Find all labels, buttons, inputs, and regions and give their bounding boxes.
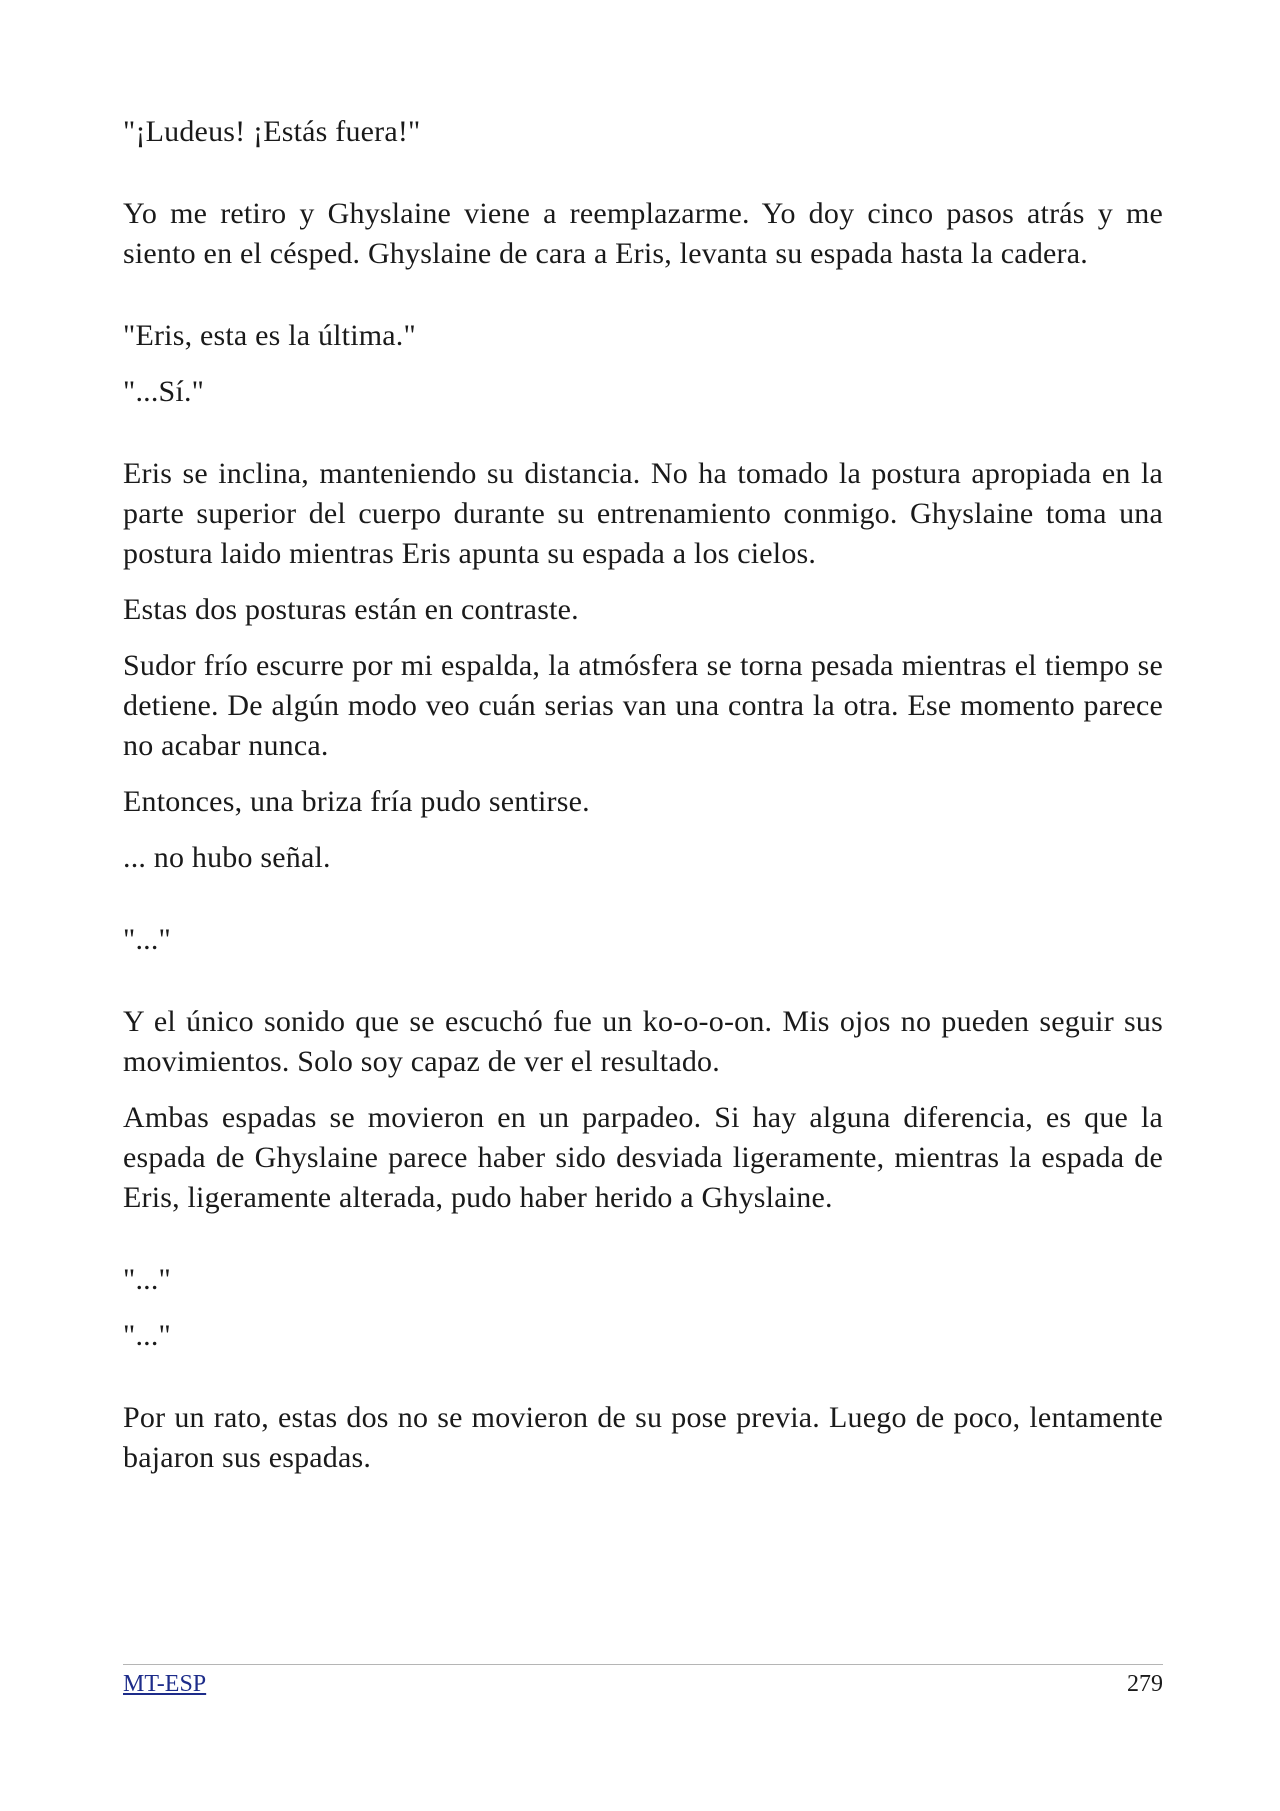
paragraph: "..." (123, 1263, 171, 1296)
paragraph: "¡Ludeus! ¡Estás fuera!" (123, 115, 421, 148)
paragraph: Y el único sonido que se escuchó fue un ko-o-o-on. Mis ojos no pueden seguir sus movimientos. Solo soy capaz de ver el resultado. (123, 1005, 1163, 1078)
paragraph: Sudor frío escurre por mi espalda, la atmósfera se torna pesada mientras el tiempo se detiene. De algún modo veo cuán serias van una contra la otra. Ese momento parece no acabar nunca. (123, 649, 1163, 762)
paragraph: "Eris, esta es la última." (123, 319, 416, 352)
paragraph: Entonces, una briza fría pudo sentirse. (123, 785, 590, 818)
paragraph: Por un rato, estas dos no se movieron de su pose previa. Luego de poco, lentamente bajaron sus espadas. (123, 1401, 1163, 1474)
paragraph: Eris se inclina, manteniendo su distancia. No ha tomado la postura apropiada en la parte superior del cuerpo durante su entrenamiento conmigo. Ghyslaine toma una postura laido mientras Eris apunta su espada a los cielos. (123, 457, 1163, 570)
paragraph: Yo me retiro y Ghyslaine viene a reemplazarme. Yo doy cinco pasos atrás y me siento en el césped. Ghyslaine de cara a Eris, levanta su espada hasta la cadera. (123, 197, 1163, 270)
page-footer (123, 1664, 1163, 1705)
footer-link[interactable]: MT-ESP (123, 1671, 207, 1697)
page-body (123, 112, 1163, 1478)
paragraph: "...Sí." (123, 375, 205, 408)
paragraph: Ambas espadas se movieron en un parpadeo. Si hay alguna diferencia, es que la espada de Ghyslaine parece haber sido desviada ligeramente, mientras la espada de Eris, ligeramente alterada, pudo haber herido a Ghyslaine. (123, 1101, 1163, 1214)
paragraph: ... no hubo señal. (123, 841, 331, 874)
page-number: 279 (1127, 1671, 1163, 1697)
paragraph: "..." (123, 923, 171, 956)
paragraph: Estas dos posturas están en contraste. (123, 593, 579, 626)
paragraph: "..." (123, 1319, 171, 1352)
